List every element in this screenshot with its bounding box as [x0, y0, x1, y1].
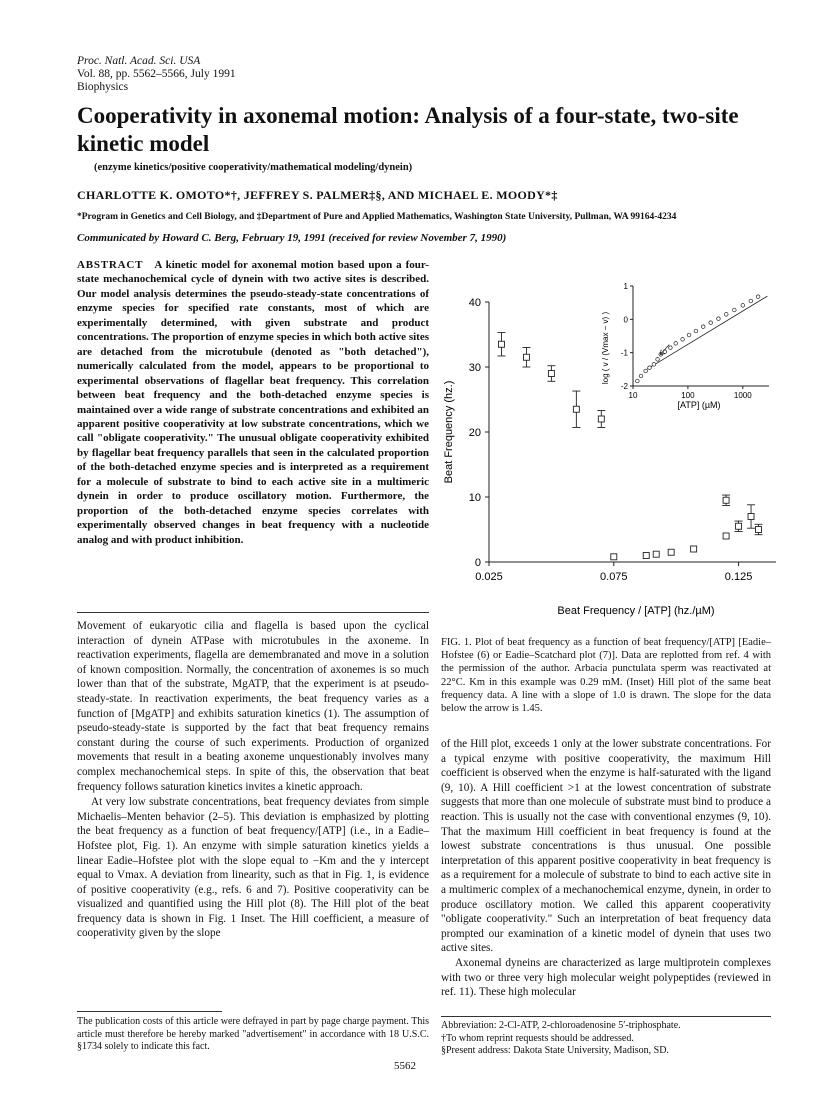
paragraph: Axonemal dyneins are characterized as large multiprotein complexes with two or three very high molecular weight polypeptides (reviewed in ref. 11). These high molecular: [441, 956, 771, 999]
inset-x-tick-label: 10: [628, 391, 638, 400]
y-tick-label: 20: [468, 427, 481, 439]
x-axis-label: Beat Frequency / [ATP] (hz./µM): [557, 605, 715, 617]
inset-data-point: [749, 299, 753, 303]
data-point: [598, 416, 604, 422]
paper-title: Cooperativity in axonemal motion: Analysis of a four-state, two-site kinetic model: [77, 103, 739, 156]
inset-y-tick-label: 0: [623, 315, 628, 325]
inset-data-point: [644, 369, 648, 373]
data-point: [756, 527, 762, 533]
x-tick-label: 0.125: [724, 571, 753, 583]
paragraph: of the Hill plot, exceeds 1 only at the lower substrate concentrations. For a typical enzyme with positive cooperativity, the maximum Hill coefficient is observed when the enzyme is half-saturated with the ligand (9, 10). A Hill coefficient >1 at the lowest concentration of substrate suggests that more than one molecule of substrate must bind to produce a reaction. This is usually not the case with conventional enzymes (9, 10). That the maximum Hill coefficient in beat frequency is found at the lowest substrate concentrations is thus unusual. One possible interpretation of this apparent positive cooperativity in beat frequency is as a requirement for a molecule of substrate to bind to each active site in a multimeric complex of a mechanochemical enzyme, dynein, in order to produce oscillatory motion. We called this apparent cooperativity "obligate cooperativity." Such an interpretation of beat frequency data prompted our examination of a kinetic model of dynein that uses two active sites.: [441, 738, 771, 955]
data-point: [691, 546, 697, 552]
inset-data-point: [669, 346, 673, 350]
inset-x-tick-label: 100: [681, 391, 695, 400]
abstract-divider: [77, 612, 429, 613]
authors: CHARLOTTE K. OMOTO*†, JEFFREY S. PALMER‡§, AND MICHAEL E. MOODY*‡: [77, 188, 558, 202]
inset-data-point: [674, 342, 678, 346]
inset-data-point: [656, 358, 660, 362]
inset-data-point: [701, 325, 705, 329]
inset-data-point: [652, 363, 656, 367]
x-tick-label: 0.025: [475, 571, 503, 583]
abbrev-line: §Present address: Dakota State University, Madison, SD.: [441, 1045, 669, 1056]
paragraph: At very low substrate concentrations, beat frequency deviates from simple Michaelis–Menten behavior (2–5). This deviation is emphasized by plotting the beat frequency as a function of beat frequency/[ATP] (i.e., in a Eadie–Hofstee plot, Fig. 1). An enzyme with simple saturation kinetics yields a linear Eadie–Hofstee plot with the slope equal to −Km and the y intercept equal to Vmax. A deviation from linearity, such as that in Fig. 1, is evidence of positive cooperativity (e.g., refs. 6 and 7). Positive cooperativity can be visualized and quantified using the Hill plot (8). The Hill plot of the beat frequency data is shown in Fig. 1 Inset. The Hill coefficient, a measure of cooperativity given by the slope: [77, 796, 429, 940]
abstract: [77, 258, 429, 547]
inset-data-point: [741, 304, 745, 308]
y-axis-label: Beat Frequency (hz.): [443, 380, 455, 484]
data-point: [736, 523, 742, 529]
abstract-label: ABSTRACT: [77, 259, 144, 271]
y-tick-label: 40: [468, 297, 481, 309]
inset-plot: [601, 282, 775, 494]
abbrev-line: †To whom reprint requests should be addressed.: [441, 1032, 634, 1044]
journal-volume: Vol. 88, pp. 5562–5566, July 1991: [77, 68, 236, 80]
inset-x-label: [ATP] (µM): [677, 400, 721, 410]
inset-data-point: [687, 333, 691, 337]
body-right-column: [441, 737, 771, 1000]
abstract-text: A kinetic model for axonemal motion based upon a four-state mechanochemical cycle of dynein with two active sites is described. Our model analysis determines the pseudo-steady-state concentrations of enzyme species for specified rate constants, most of which are experimentally determined, with given substrate and product concentrations. The proportion of enzyme species in which both active sites are detached from the microtubule (denoted as "both detached"), numerically calculated from the model, appears to be proportional to experimental observations of flagellar beat frequency. This correlation between beat frequency and the both-detached enzyme species is maintained over a wide range of substrate concentrations and exhibited an apparent positive cooperativity at low substrate concentrations, which we call "obligate cooperativity." The unusual obligate cooperativity exhibited by flagellar beat frequency parallels that seen in the calculated proportion of the both-detached enzyme species and is interpreted as a requirement for a molecule of substrate to bind to each active site in a multimeric dynein in order to produce oscillatory motion. Furthermore, the proportion of the both-detached enzyme species correlates with experimentally observed changes in beat frequency with a nucleotide analog and with product inhibition.: [77, 259, 429, 546]
y-tick-label: 30: [468, 362, 481, 374]
footnote-divider: [77, 1011, 222, 1012]
journal-section: Biophysics: [77, 81, 129, 93]
inset-data-point: [733, 308, 737, 312]
inset-y-tick-label: 1: [623, 282, 628, 291]
y-tick-label: 0: [474, 557, 481, 569]
inset-data-point: [648, 366, 652, 370]
journal-name: Proc. Natl. Acad. Sci. USA: [77, 55, 201, 67]
data-point: [611, 554, 617, 560]
body-left-column: [77, 619, 429, 941]
data-point: [498, 341, 504, 347]
x-tick-label: 0.075: [600, 571, 628, 583]
inset-y-tick-label: -2: [620, 382, 628, 391]
inset-y-label: log ( v / (Vmax − v) ): [601, 311, 610, 385]
data-point: [643, 553, 649, 559]
data-point: [523, 354, 529, 360]
data-point: [548, 371, 554, 377]
keywords: (enzyme kinetics/positive cooperativity/mathematical modeling/dynein): [94, 162, 413, 173]
inset-y-tick-label: -1: [620, 348, 628, 358]
inset-data-point: [639, 374, 643, 378]
figure-1: [441, 258, 781, 628]
data-point: [723, 497, 729, 503]
journal-header: [77, 55, 236, 94]
inset-data-point: [681, 338, 685, 342]
y-tick-label: 10: [468, 492, 481, 504]
affiliations: *Program in Genetics and Cell Biology, and ‡Department of Pure and Applied Mathematics, Washington State University, Pullman, WA 99164-4234: [77, 212, 677, 222]
publication-note: The publication costs of this article were defrayed in part by page charge payment. This article must therefore be hereby marked "advertisement" in accordance with 18 U.S.C. §1734 solely to indicate this fact.: [77, 1016, 429, 1052]
figure-caption: FIG. 1. Plot of beat frequency as a function of beat frequency/[ATP] [Eadie–Hofstee (6) or Eadie–Scatchard plot (7)]. Data are replotted from ref. 4 with the permission of the author. Arbacia punctulata sperm was reactivated at 22°C. Km in this example was 0.29 mM. (Inset) Hill plot of the same beat frequency data. A line with a slope of 1.0 is drawn. The slope for the data below the arrow is 1.45.: [441, 637, 771, 715]
data-point: [573, 406, 579, 412]
inset-data-point: [694, 329, 698, 333]
communicated-by: Communicated by Howard C. Berg, February 19, 1991 (received for review November 7, 1990): [77, 232, 507, 244]
page-number: 5562: [394, 1060, 416, 1072]
inset-x-tick-label: 1000: [733, 391, 752, 400]
inset-data-point: [636, 379, 640, 383]
data-point: [748, 514, 754, 520]
data-point: [653, 551, 659, 557]
abbreviation-notes: [441, 1020, 781, 1058]
inset-data-point: [709, 321, 713, 325]
inset-data-point: [756, 295, 760, 299]
abbrev-divider: [441, 1016, 771, 1017]
inset-data-point: [724, 313, 728, 317]
paragraph: Movement of eukaryotic cilia and flagella is based upon the cyclical interaction of dynein ATPase with microtubules in the axoneme. In reactivation experiments, flagella are demembranated and move in a solution of known composition. Normally, the concentration of axonemes is so much lower than that of the substrate, MgATP, that the experiment is at pseudo-steady-state. In reactivation experiments, the beat frequency varies as a function of [MgATP] and exhibits saturation kinetics (1). The assumption of pseudo-steady-state is supported by the fact that beat frequency remains constant during the course of such experiments. Production of organized movements that result in a beating axoneme unquestionably involves many complex mechanochemical steps. In spite of this, the observation that beat frequency follows saturation kinetics invites a kinetic approach.: [77, 620, 429, 793]
data-point: [668, 549, 674, 555]
abbrev-line: Abbreviation: 2-Cl-ATP, 2-chloroadenosine 5′-triphosphate.: [441, 1020, 681, 1031]
data-point: [723, 533, 729, 539]
inset-data-point: [717, 317, 721, 321]
